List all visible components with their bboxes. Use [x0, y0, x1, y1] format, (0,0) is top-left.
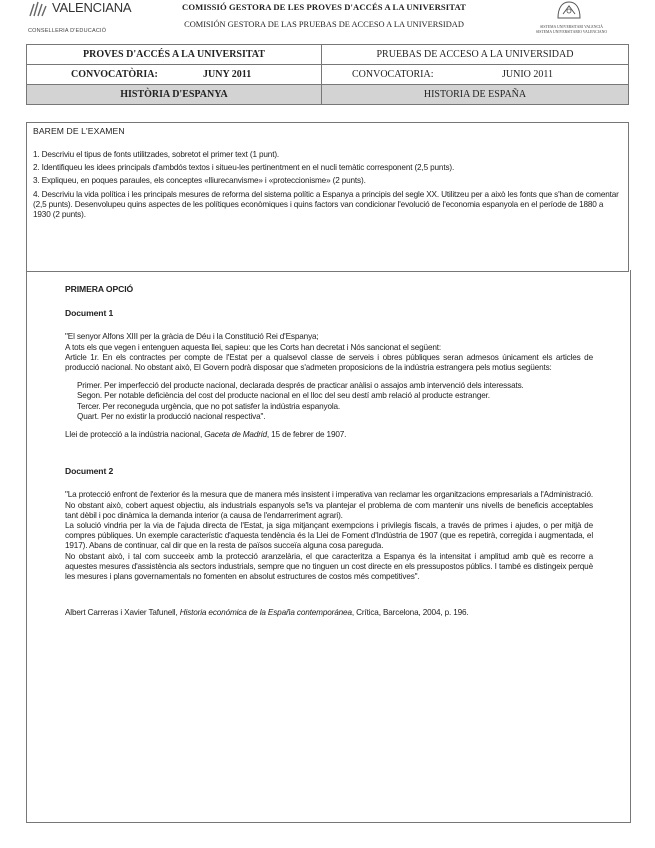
convocation-label-valencian: CONVOCATÒRIA:: [71, 69, 158, 80]
document-1-list-item: Primer. Per imperfecció del producte nacional, declarada després de practicar anàlisi o assajos amb intervenció dels interessats.: [77, 381, 524, 391]
header-title-valencian: COMISSIÓ GESTORA DE LES PROVES D'ACCÉS A LA UNIVERSITAT: [182, 2, 466, 12]
document-1-paragraph: Article 1r. En els contractes per compte de l'Estat per a qualsevol classe de serveis i obres públiques seran admesos únicament els articles de producció nacional. No obstant això, El Govern podrà disposar que s'admeten proposicions de la indústria estrangera pels motius següents:: [65, 352, 593, 373]
grading-scheme-title: BAREM DE L'EXAMEN: [33, 126, 125, 136]
logo-subtext: CONSELLERIA D'EDUCACIÓ: [28, 28, 107, 34]
option-title: PRIMERA OPCIÓ: [65, 284, 134, 294]
document-1-paragraph: A tots els que vegen i entenguen aquesta llei, sapieu: que les Corts han decretat i Nós sancionat el següent:: [65, 342, 441, 352]
logo-text: VALENCIANA: [52, 0, 132, 15]
header-titles: [144, 2, 504, 29]
convocation-spanish: [322, 65, 629, 85]
university-system-text: SISTEMA UNIVERSITARI VALENCIÀ SISTEMA UNIVERSITARIO VALENCIANO: [535, 25, 608, 34]
generalitat-logo: [28, 0, 138, 40]
grading-item: 3. Expliqueu, en poques paraules, els conceptes «lliurecanvisme» i «proteccionisme» (2 punts).: [33, 176, 366, 186]
university-system-logo: [514, 0, 629, 40]
subject-spanish: HISTORIA DE ESPAÑA: [322, 85, 629, 105]
exam-content: [65, 284, 593, 618]
grading-scheme-box: [26, 122, 629, 272]
document-1-intro: "El senyor Alfons XIII per la gràcia de Déu i la Constitució Rei d'Espanya;: [65, 332, 319, 342]
generalitat-emblem-icon: [28, 0, 50, 18]
convocation-date-valencian: JUNY 2011: [203, 69, 252, 80]
document-1-list: [65, 381, 593, 422]
header-title-spanish: COMISIÓN GESTORA DE LAS PRUEBAS DE ACCESO A LA UNIVERSIDAD: [184, 20, 464, 29]
document-1-source: Llei de protecció a la indústria nacional, Gaceta de Madrid, 15 de febrer de 1907.: [65, 430, 347, 440]
exam-body: [26, 270, 631, 823]
university-seal-icon: [554, 0, 584, 20]
exam-name-spanish: PRUEBAS DE ACCESO A LA UNIVERSIDAD: [322, 45, 629, 65]
convocation-valencian: [27, 65, 322, 85]
convocation-date-spanish: JUNIO 2011: [502, 69, 554, 80]
grading-scheme-list: [33, 150, 621, 223]
document-1-list-item: Tercer. Per reconeguda urgència, que no pot satisfer la indústria espanyola.: [77, 401, 341, 411]
grading-item: 4. Descriviu la vida política i les principals mesures de reforma del sistema polític a Espanya a principis del segle XX. Utilitzeu per a això les fonts que s'han de comentar (2,5 punts). Desenvolupeu quins aspectes de les polítiques econòmiques i quins factors van condicionar l'evolució de l'economia espanyola en el període de 1880 a 1930 (2 punts).: [33, 189, 619, 220]
document-2-source: Albert Carreras i Xavier Tafunell, Historia económica de la España contemporánea, Crítica, Barcelona, 2004, p. 196.: [65, 608, 469, 618]
document-2-paragraph: La solució vindria per la via de l'ajuda directa de l'Estat, ja siga mitjançant exempcions i privilegis fiscals, a través de primes i ajudes, o per mitjà de compres públiques. Un exemple característic d'aquesta tendència és la Llei de Foment d'Indústria de 1907 (que es repetirà, corregida i augmentada, el 1917). Abans de continuar, cal dir que en la resta de països succeïa alguna cosa pareguda.: [65, 521, 593, 551]
convocation-label-spanish: CONVOCATORIA:: [352, 69, 434, 80]
document-2-paragraph: "La protecció enfront de l'exterior és la mesura que de manera més insistent i imperativa van reclamar les organitzacions empresarials a l'Administració. No obstant això, cobert aquest objectiu, als industrials espanyols se'ls va plantejar el problema de com mantenir uns nivells de beneficis acceptables tant dèbil i poc dinàmica la demanda interior (a causa de l'endarreriment agrari).: [65, 490, 593, 520]
document-2-title: Document 2: [65, 466, 114, 477]
exam-page: [26, 0, 629, 848]
document-1-list-item: Quart. Per no existir la producció nacional respectiva".: [77, 411, 266, 421]
subject-valencian: HISTÒRIA D'ESPANYA: [27, 85, 322, 105]
document-2-paragraph: No obstant això, i tal com succeeix amb la protecció aranzelària, el que caracteritza a Espanya és la intensitat i amplitud amb què es recorre a aquestes mesures d'assistència als sectors industrials, sempre que no tinguen un cost directe en els pressupostos públics. I també es distingeix perquè les mesures i plans governamentals no fomenten en absolut estructures de costos més competitives".: [65, 551, 593, 582]
grading-item: 1. Descriviu el tipus de fonts utilitzades, sobretot el primer text (1 punt).: [33, 150, 280, 159]
page-header: [26, 0, 629, 42]
grading-item: 2. Identifiqueu les idees principals d'ambdós textos i situeu-les pertinentment en el nucli temàtic corresponent (2,5 punts).: [33, 163, 455, 173]
exam-name-valencian: PROVES D'ACCÉS A LA UNIVERSITAT: [27, 45, 322, 65]
exam-info-table: [26, 44, 629, 105]
document-1-list-item: Segon. Per notable deficiència del cost del producte nacional en el lloc del seu destí amb relació al producte estranger.: [77, 391, 490, 401]
document-1-title: Document 1: [65, 308, 114, 319]
